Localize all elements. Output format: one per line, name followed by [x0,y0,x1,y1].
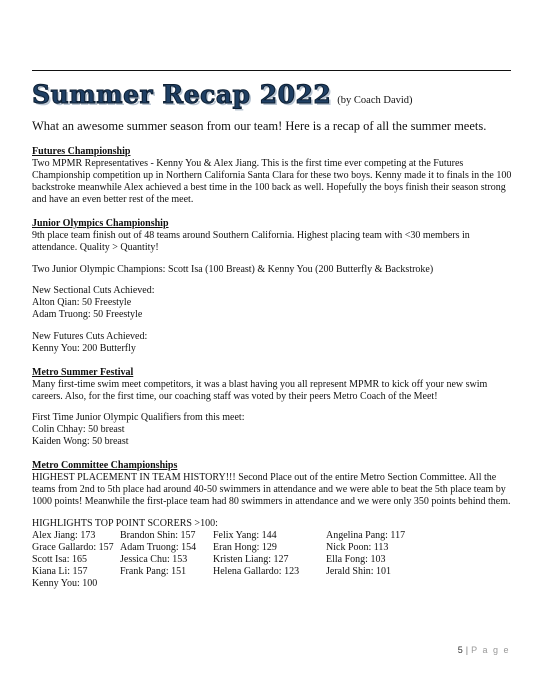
metro-committee-body: HIGHEST PLACEMENT IN TEAM HISTORY!!! Second Place out of the entire Metro Section Committee. All the teams from 2nd to 5th place had around 40-50 swimmers in attendance and we were able to beat the 5th place team by 1000 points! Meanwhile the first-place team had 80 swimmers in attendance and we were only 350 points behind them. [32,472,511,507]
scorer-entry: Helena Gallardo: 123 [213,565,300,577]
scorer-entry: Ella Fong: 103 [326,553,386,565]
scorer-entry: Alex Jiang: 173 [32,529,96,541]
document-body [32,146,512,590]
futures-heading: Futures Championship [32,146,131,157]
sectional-title: New Sectional Cuts Achieved: [32,285,155,296]
intro-text: What an awesome summer season from our team! Here is a recap of all the summer meets. [32,119,487,133]
byline: (by Coach David) [337,95,413,106]
junior-champions: Two Junior Olympic Champions: Scott Isa (100 Breast) & Kenny You (200 Butterfly & Backstroke) [32,263,434,275]
scorer-entry: Frank Pang: 151 [120,565,187,577]
scorer-entry: Eran Hong: 129 [213,541,277,553]
junior-body: 9th place team finish out of 48 teams around Southern California. Highest placing team with <30 members in attendance. Quality > Quantity! [32,230,470,253]
scorer-entry: Scott Isa: 165 [32,553,87,565]
metro-committee-heading: Metro Committee Championships [32,460,178,471]
sectional-item: Adam Truong: 50 Freestyle [32,309,143,320]
scorer-entry: Kristen Liang: 127 [213,553,289,565]
page-title: Summer Recap 2022 [32,80,332,109]
scorer-entry: Brandon Shin: 157 [120,529,196,541]
scorer-entry: Kiana Li: 157 [32,565,88,577]
qualifiers-title: First Time Junior Olympic Qualifiers from this meet: [32,412,245,423]
metro-summer-heading: Metro Summer Festival [32,366,134,378]
footer-separator: | [465,645,469,655]
futures-body: Two MPMR Representatives - Kenny You & Alex Jiang. This is the first time ever competing at the Futures Championship competition up in Northern California Santa Clara for these two boys. Kenny made it to finals in the 100 backstroke meanwhile Alex achieved a best time in the 100 back as well. Hopefully the boys finish their season strong and have an even better rest of the meet. [32,158,512,205]
scorer-entry: Kenny You: 100 [32,577,98,589]
metro-summer-body: Many first-time swim meet competitors, it was a blast having you all represent MPMR to kick off your new swim careers. Also, for the first time, our coaching staff was voted by their peers Metro Coach of the Meet! [32,378,488,402]
scorer-entry: Adam Truong: 154 [120,541,197,553]
sectional-item: Alton Qian: 50 Freestyle [32,297,132,308]
scorer-entry: Nick Poon: 113 [326,541,389,553]
junior-heading: Junior Olympics Championship [32,218,169,229]
qualifier-item: Kaiden Wong: 50 breast [32,436,129,447]
scorer-entry: Felix Yang: 144 [213,529,277,541]
title-row [32,80,413,109]
scorer-entry: Jessica Chu: 153 [120,553,188,565]
scorers-title: HIGHLIGHTS TOP POINT SCORERS >100: [32,517,218,529]
scorers-grid [32,530,512,590]
qualifier-item: Colin Chhay: 50 breast [32,424,125,435]
page-label: P a g e [471,645,510,655]
page-number: 5 [457,645,463,655]
scorer-entry: Angelina Pang: 117 [326,529,406,541]
scorer-entry: Grace Gallardo: 157 [32,541,114,553]
page-footer [458,645,510,655]
header-rule [32,70,511,71]
futures-cuts-title: New Futures Cuts Achieved: [32,330,148,342]
futures-cuts-item: Kenny You: 200 Butterfly [32,342,136,354]
scorer-entry: Jerald Shin: 101 [326,565,391,577]
